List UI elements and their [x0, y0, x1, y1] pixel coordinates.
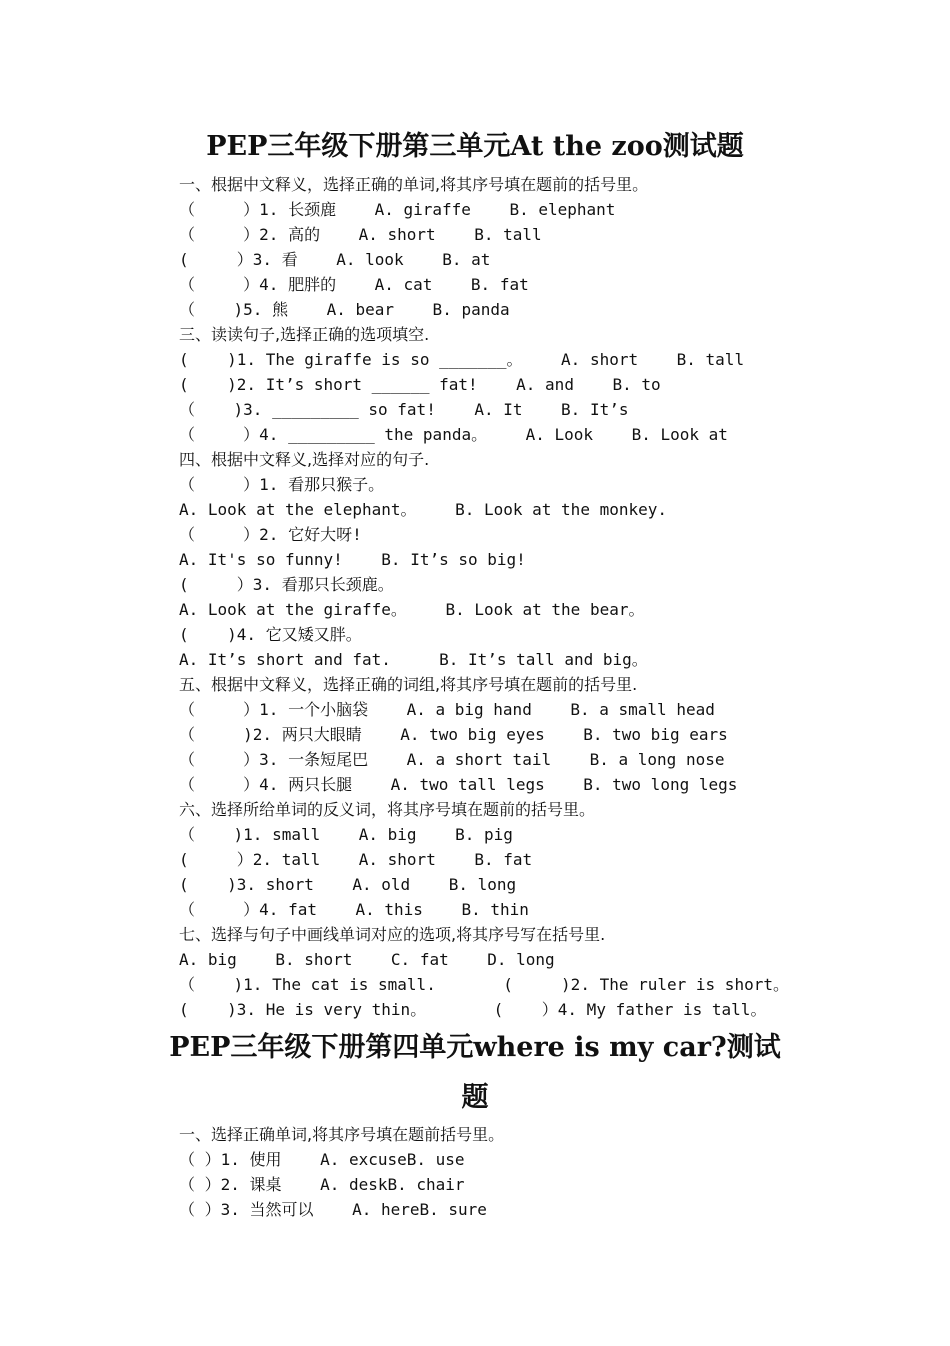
question-line: （ ）4. 两只长腿 A. two tall legs B. two long legs	[179, 775, 738, 794]
unit3-title: PEP三年级下册第三单元At the zoo测试题	[206, 131, 744, 162]
question-line: （ ）1. 看那只猴子。	[179, 475, 385, 494]
question-line: （ ）4. _________ the panda。 A. Look B. Look at	[179, 425, 728, 444]
question-line: ( ）3. 看 A. look B. at	[179, 250, 491, 269]
unit4-title-line2: 题	[461, 1082, 489, 1113]
question-line: ( ）3. 看那只长颈鹿。	[179, 575, 394, 594]
answer-options-line: A. big B. short C. fat D. long	[179, 950, 555, 969]
unit4-section1-heading: 一、选择正确单词,将其序号填在题前括号里。	[179, 1125, 505, 1144]
question-line: （ )2. 两只大眼睛 A. two big eyes B. two big ears	[179, 725, 728, 744]
question-line: （ ）2. 它好大呀!	[179, 525, 362, 544]
question-line: （ ）3. 当然可以 A. hereB. sure	[179, 1200, 487, 1219]
question-line: （ )1. small A. big B. pig	[179, 825, 513, 844]
unit3-section5-heading: 五、根据中文释义，选择正确的词组,将其序号填在题前的括号里.	[179, 675, 638, 694]
question-line: （ ）4. fat A. this B. thin	[179, 900, 529, 919]
answer-options-line: A. It's so funny! B. It’s so big!	[179, 550, 526, 569]
unit3-section6-heading: 六、选择所给单词的反义词，将其序号填在题前的括号里。	[179, 800, 596, 819]
question-line: ( )4. 它又矮又胖。	[179, 625, 362, 644]
question-line: ( ）2. tall A. short B. fat	[179, 850, 533, 869]
question-line: （ )5. 熊 A. bear B. panda	[179, 300, 510, 319]
unit3-section4-heading: 四、根据中文释义,选择对应的句子.	[179, 450, 430, 469]
question-line: （ ）2. 课桌 A. deskB. chair	[179, 1175, 465, 1194]
question-line: ( )1. The giraffe is so _______。 A. short B. tall	[179, 350, 745, 369]
answer-options-line: A. It’s short and fat. B. It’s tall and big。	[179, 650, 648, 669]
question-line: （ )3. _________ so fat! A. It B. It’s	[179, 400, 629, 419]
unit3-section7-heading: 七、选择与句子中画线单词对应的选项,将其序号写在括号里.	[179, 925, 606, 944]
question-line: （ ）2. 高的 A. short B. tall	[179, 225, 542, 244]
question-line: ( )3. short A. old B. long	[179, 875, 517, 894]
unit3-section3-heading: 三、读读句子,选择正确的选项填空.	[179, 325, 430, 344]
unit3-section1-heading: 一、根据中文释义，选择正确的单词,将其序号填在题前的括号里。	[179, 175, 649, 194]
question-line: （ ）1. 长颈鹿 A. giraffe B. elephant	[179, 200, 616, 219]
unit4-title-line1: PEP三年级下册第四单元where is my car?测试	[169, 1032, 781, 1063]
answer-options-line: A. Look at the elephant。 B. Look at the monkey.	[179, 500, 668, 519]
answer-options-line: A. Look at the giraffe。 B. Look at the bear。	[179, 600, 645, 619]
question-line: ( )2. It’s short ______ fat! A. and B. to	[179, 375, 661, 394]
question-line: ( )3. He is very thin。 ( ）4. My father is tall。	[179, 1000, 767, 1019]
question-line: （ ）1. 一个小脑袋 A. a big hand B. a small head	[179, 700, 715, 719]
question-line: （ ）3. 一条短尾巴 A. a short tail B. a long nose	[179, 750, 725, 769]
question-line: （ ）1. 使用 A. excuseB. use	[179, 1150, 465, 1169]
question-line: （ )1. The cat is small. ( )2. The ruler is short。	[179, 975, 789, 994]
question-line: （ ）4. 肥胖的 A. cat B. fat	[179, 275, 529, 294]
